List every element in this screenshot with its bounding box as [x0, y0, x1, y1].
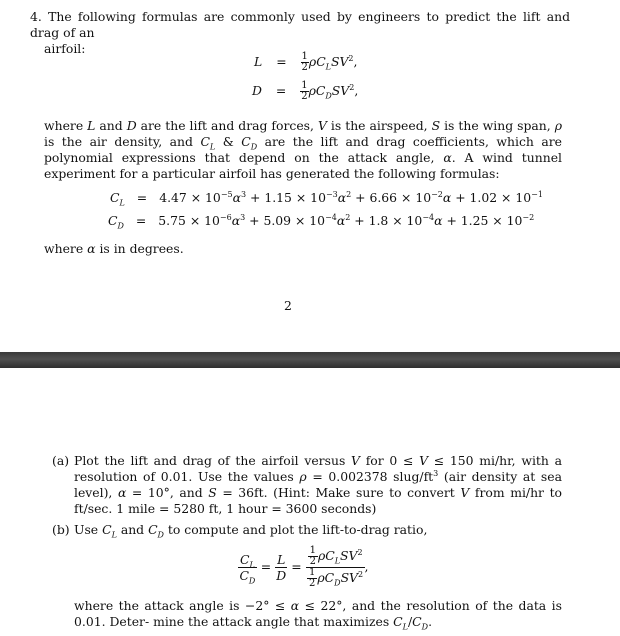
half-fraction: $\frac{1}{2}$ — [301, 80, 308, 102]
drag-equation: D = $\frac{1}{2}$ $\rho C_DSV^2$, — [252, 80, 359, 102]
alpha-note: where α is in degrees. — [44, 241, 184, 256]
half-fraction: $\frac{1}{2}$ — [301, 51, 308, 73]
problem-number: 4. — [30, 9, 42, 24]
page-number: 2 — [284, 298, 292, 313]
part-a-text: Plot the lift and drag of the airfoil versus V for 0 ≤ V ≤ 150 mi/hr, with a resolution of 0.01. Use the values ρ = 0.002378 slug/$ft^3$ (air density at sea level), α = 10°, and S = 36ft. (Hint: Make sure to convert V from mi/hr to ft/sec. 1 mile = 5280 ft, 1 hour = 3600 seconds) — [74, 453, 563, 516]
lift-equation: L = $\frac{1}{2}$ $\rho C_LSV^2$, — [254, 51, 358, 73]
part-b-closing: where the attack angle is −2° ≤ α ≤ 22°, and the resolution of the data is 0.01. Deter- mine the attack angle that maximizes $C_L/C_D$. — [74, 598, 562, 632]
part-b-text: Use $C_L$ and $C_D$ to compute and plot the lift-to-drag ratio, — [74, 522, 428, 540]
part-a-label: (a) — [52, 453, 70, 468]
cd-formula: $C_D = 5.75 \times 10^{-6}\alpha^3 + 5.09 \times 10^{-4}\alpha^2 + 1.8 \times 10^{-4}\alpha + 1.25 \times 10^{-2}$ — [108, 212, 535, 231]
page-bottom — [0, 368, 620, 636]
page-separator — [0, 352, 620, 368]
where-paragraph: where L and D are the lift and drag forces, V is the airspeed, S is the wing span, ρ is the air density, and $C_L$ & $C_D$ are the lift and drag coefficients, which are polynomial expressions that depend on the attack angle, α. A wind tunnel experiment for a particular airfoil has generated the following formulas: — [44, 118, 562, 181]
lift-drag-ratio-equation: $\frac{C_L}{C_D}$ = $\frac{L}{D}$ = $\frac{1}{2}$ $\rho C_LSV^2$ $\frac{1}{2}$ $\rho C_DSV^2$ , — [239, 545, 369, 589]
cl-formula: $C_L = 4.47 \times 10^{-5}\alpha^3 + 1.15 \times 10^{-3}\alpha^2 + 6.66 \times 10^{-2}\alpha + 1.02 \times 10^{-1}$ — [110, 189, 543, 208]
part-b-label: (b) — [52, 522, 70, 537]
problem-intro: 4. The following formulas are commonly used by engineers to predict the lift and drag of an airfoil: — [30, 9, 570, 56]
